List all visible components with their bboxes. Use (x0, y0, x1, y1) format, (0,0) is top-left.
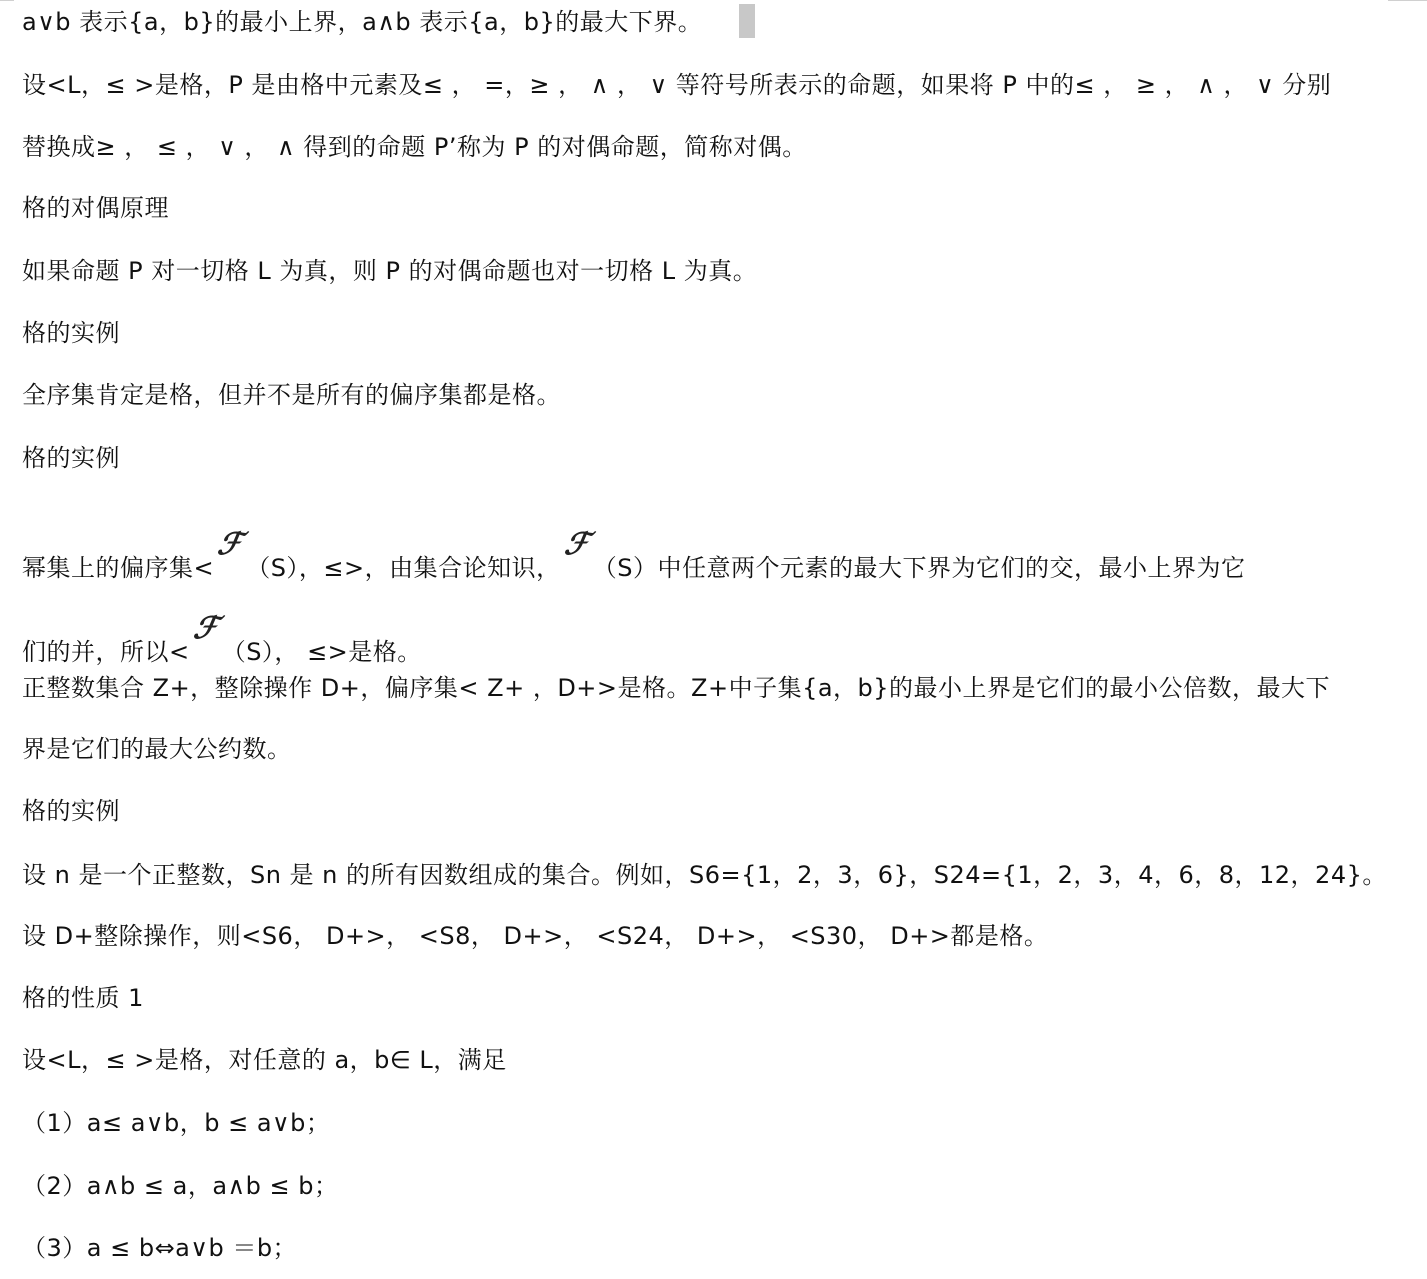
paragraph: 正整数集合 Z+，整除操作 D+，偏序集< Z+ ，D+>是格。Z+中子集{a，b}的最小上界是它们的最小公倍数，最大下 (22, 674, 1331, 702)
heading-lattice-example: 格的实例 (22, 797, 120, 825)
paragraph: 设 D+整除操作，则<S6， D+>， <S8， D+>， <S24， D+>， <S30， D+>都是格。 (22, 922, 1049, 950)
list-item: （3）a ≤ b⇔a∨b ＝b； (22, 1234, 298, 1262)
text-run: 们的并，所以< (22, 638, 190, 666)
paragraph: 全序集肯定是格，但并不是所有的偏序集都是格。 (22, 381, 561, 409)
paragraph-powerset (22, 611, 422, 669)
paragraph: 设<L，≤ >是格，对任意的 a，b∈ L，满足 (22, 1046, 507, 1074)
text-run: （S）， ≤>是格。 (221, 638, 422, 666)
paragraph: 如果命题 P 对一切格 L 为真，则 P 的对偶命题也对一切格 L 为真。 (22, 257, 758, 285)
paragraph-powerset (22, 527, 1246, 585)
powerset-symbol-icon: ℱ (190, 611, 221, 646)
heading-lattice-property: 格的性质 1 (22, 984, 144, 1012)
paragraph: 界是它们的最大公约数。 (22, 735, 292, 763)
page-edge-left (0, 0, 14, 1)
heading-dual-principle: 格的对偶原理 (22, 194, 169, 222)
heading-lattice-example: 格的实例 (22, 319, 120, 347)
powerset-symbol-icon: ℱ (215, 527, 246, 562)
powerset-symbol-icon: ℱ (561, 527, 592, 562)
heading-lattice-example: 格的实例 (22, 444, 120, 472)
text-cursor (739, 4, 755, 38)
list-item: （1）a≤ a∨b，b ≤ a∨b； (22, 1109, 331, 1137)
list-item: （2）a∧b ≤ a，a∧b ≤ b； (22, 1172, 339, 1200)
text-run: 幂集上的偏序集< (22, 554, 215, 582)
page-edge-right (1388, 0, 1427, 1)
paragraph: 设<L，≤ >是格，P 是由格中元素及≤ ， =，≥ ， ∧ ， ∨ 等符号所表示的命题，如果将 P 中的≤ ， ≥ ， ∧ ， ∨ 分别 (22, 71, 1332, 99)
text-run: （S），≤>，由集合论知识， (246, 554, 561, 582)
paragraph: a∨b 表示{a，b}的最小上界，a∧b 表示{a，b}的最大下界。 (22, 8, 703, 36)
text-run: （S）中任意两个元素的最大下界为它们的交，最小上界为它 (592, 554, 1246, 582)
paragraph: 替换成≥ ， ≤ ， ∨ ， ∧ 得到的命题 P’称为 P 的对偶命题，简称对偶。 (22, 133, 807, 161)
paragraph: 设 n 是一个正整数，Sn 是 n 的所有因数组成的集合。例如，S6={1，2，3，6}，S24={1，2，3，4，6，8，12，24}。 (22, 861, 1387, 889)
